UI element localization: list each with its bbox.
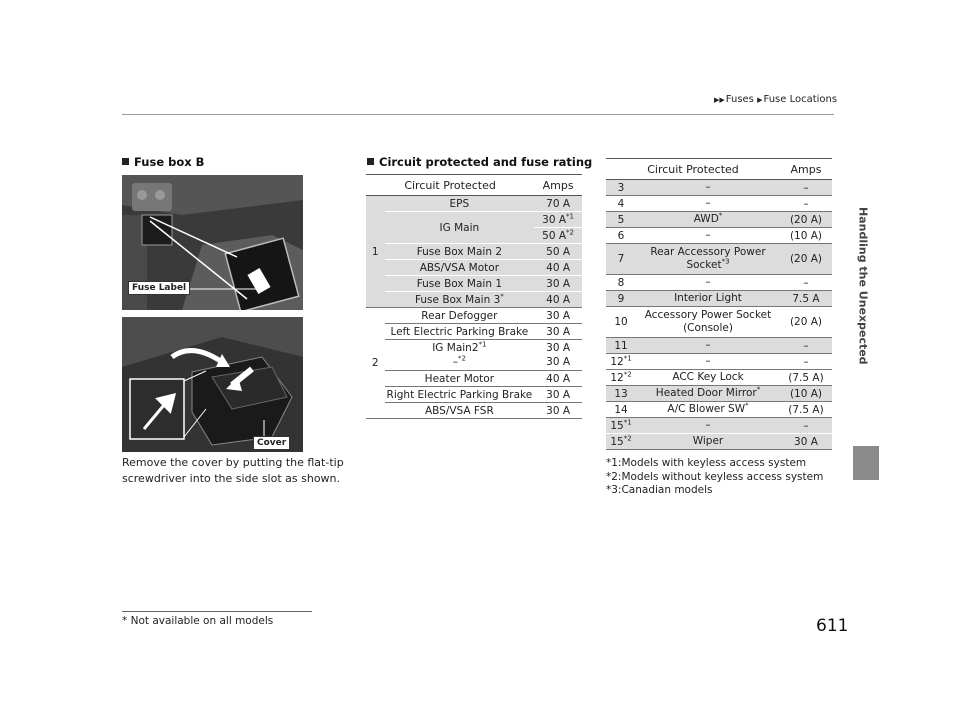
fuse-number: 14 — [606, 402, 636, 418]
fuse-row — [606, 402, 832, 418]
fuse-number: 12$^{*1}$ — [606, 354, 636, 370]
fuse-rating: 50 A — [534, 244, 582, 260]
note-line: *3:Canadian models — [606, 484, 713, 496]
fuse-rating: 50 $A^{*2}$ — [534, 228, 582, 244]
fuse-box-photo-top — [122, 175, 303, 310]
instruction-caption: Remove the cover by putting the flat-tip screwdriver into the side slot as shown. — [122, 456, 344, 485]
fuse-number: 8 — [606, 275, 636, 291]
fuse-number: 4 — [606, 196, 636, 212]
fuse-number: 6 — [606, 228, 636, 244]
chapter-tab-label: Handling the Unexpected — [856, 207, 870, 365]
circuit-name: Fuse Box Main 2 — [385, 244, 535, 260]
fuse-row — [606, 244, 832, 275]
fuse-row — [606, 418, 832, 434]
footnote: * Not available on all models — [122, 615, 274, 627]
breadcrumb — [714, 94, 837, 105]
circuit-name: – — [636, 338, 780, 354]
fuse-rating: 30 $A^{*1}$ — [534, 212, 582, 228]
fuse-rating: (20 A) — [780, 212, 832, 228]
circuit-name: Heater Motor — [385, 371, 535, 387]
breadcrumb-arrow-icon: ▶▶ — [714, 96, 725, 104]
fuse-rating: 30 A — [534, 308, 582, 324]
circuit-name: Rear Defogger — [385, 308, 535, 324]
fuse-row — [606, 212, 832, 228]
fuse-box-illustration-bottom — [122, 317, 303, 452]
fuse-row — [606, 180, 832, 196]
circuit-name: Fuse Box Main 3* — [385, 292, 535, 308]
fuse-number: 9 — [606, 291, 636, 307]
circuit-name: Fuse Box Main 1 — [385, 276, 535, 292]
circuit-name: Rear Accessory Power Socket$^{*3}$ — [636, 244, 780, 275]
circuit-name: Left Electric Parking Brake — [385, 324, 535, 340]
circuit-name: – — [636, 228, 780, 244]
circuit-name: Interior Light — [636, 291, 780, 307]
breadcrumb-item[interactable]: Fuses — [725, 94, 754, 105]
circuit-name: EPS — [385, 196, 535, 212]
circuit-name: ABS/VSA Motor — [385, 260, 535, 276]
circuit-table — [366, 174, 582, 419]
fuse-number: 11 — [606, 338, 636, 354]
fuse-number: 15$^{*1}$ — [606, 418, 636, 434]
circuit-name: ACC Key Lock — [636, 370, 780, 386]
fuse-number-table — [606, 158, 832, 450]
column-header-circuit: Circuit Protected — [366, 175, 534, 196]
fuse-number: 12$^{*2}$ — [606, 370, 636, 386]
circuit-name: A/C Blower SW* — [636, 402, 780, 418]
cover-callout: Cover — [253, 436, 290, 450]
fuse-rating: 30 A — [534, 387, 582, 403]
fuse-rating: (7.5 A) — [780, 370, 832, 386]
fuse-rating: 30 A — [534, 276, 582, 292]
fuse-number: 3 — [606, 180, 636, 196]
fuse-rating: 70 A — [534, 196, 582, 212]
fuse-rating: 30 A — [534, 324, 582, 340]
circuit-name: – — [636, 418, 780, 434]
fuse-rating: (10 A) — [780, 386, 832, 402]
circuit-name: – — [636, 180, 780, 196]
circuit-name: – — [636, 196, 780, 212]
column-header-amps: Amps — [780, 159, 832, 180]
circuit-name: ABS/VSA FSR — [385, 403, 535, 419]
fuse-label-callout: Fuse Label — [128, 281, 190, 295]
fuse-rating: 40 A — [534, 292, 582, 308]
fuse-rating: 7.5 A — [780, 291, 832, 307]
fuse-row — [606, 370, 832, 386]
fuse-rating: – — [780, 354, 832, 370]
fuse-row — [606, 354, 832, 370]
header-divider — [122, 114, 834, 115]
fuse-number: 10 — [606, 307, 636, 338]
fuse-box-photo-bottom — [122, 317, 303, 452]
note-line: *2:Models without keyless access system — [606, 470, 824, 483]
fuse-row — [606, 338, 832, 354]
breadcrumb-arrow-icon: ▶ — [757, 96, 763, 104]
fuse-number: 7 — [606, 244, 636, 275]
fuse-rating: 40 A — [534, 371, 582, 387]
fuse-row — [606, 307, 832, 338]
circuit-name: Heated Door Mirror* — [636, 386, 780, 402]
breadcrumb-item[interactable]: Fuse Locations — [763, 94, 838, 105]
fuse-rating: 30 A 30 A — [534, 340, 582, 371]
circuit-name: Accessory Power Socket (Console) — [636, 307, 780, 338]
fuse-rating: 30 A — [534, 403, 582, 419]
note-line: *1:Models with keyless access system — [606, 457, 807, 469]
fuse-rating: – — [780, 275, 832, 291]
fuse-rating: – — [780, 418, 832, 434]
fuse-rating: (10 A) — [780, 228, 832, 244]
chapter-tab-marker — [853, 446, 879, 480]
group-number: 2 — [366, 308, 385, 419]
footnote-divider — [122, 611, 312, 612]
fuse-rating: – — [780, 180, 832, 196]
circuit-name: IG Main — [385, 212, 535, 244]
circuit-name: Wiper — [636, 434, 780, 450]
fuse-row — [606, 228, 832, 244]
fuse-number: 15$^{*2}$ — [606, 434, 636, 450]
fuse-rating: (7.5 A) — [780, 402, 832, 418]
fuse-row — [606, 386, 832, 402]
circuit-name: Right Electric Parking Brake — [386, 388, 533, 401]
fuse-number: 13 — [606, 386, 636, 402]
fuse-row — [606, 196, 832, 212]
fuse-number: 5 — [606, 212, 636, 228]
section-bullet-icon — [122, 158, 129, 165]
fuse-row — [606, 434, 832, 450]
circuit-name: – — [636, 354, 780, 370]
fuse-rating: (20 A) — [780, 244, 832, 275]
fuse-rating: (20 A) — [780, 307, 832, 338]
fuse-rating: 40 A — [534, 260, 582, 276]
page-number: 611 — [816, 616, 849, 636]
fuse-rating: – — [780, 338, 832, 354]
column-header-circuit: Circuit Protected — [606, 159, 780, 180]
fuse-rating: – — [780, 196, 832, 212]
group-number: 1 — [366, 196, 385, 308]
circuit-name: IG Main2$^{*1}$ –$^{*2}$ — [385, 340, 535, 371]
fuse-box-b-heading: Fuse box B — [122, 155, 204, 169]
circuit-name: – — [636, 275, 780, 291]
fuse-rating: 30 A — [780, 434, 832, 450]
table-notes — [606, 457, 823, 498]
section-bullet-icon — [367, 158, 374, 165]
fuse-row — [606, 291, 832, 307]
chapter-tab — [853, 116, 873, 466]
circuit-name: AWD* — [636, 212, 780, 228]
circuit-heading: Circuit protected and fuse rating — [367, 155, 592, 169]
column-header-amps: Amps — [534, 175, 582, 196]
fuse-row — [606, 275, 832, 291]
